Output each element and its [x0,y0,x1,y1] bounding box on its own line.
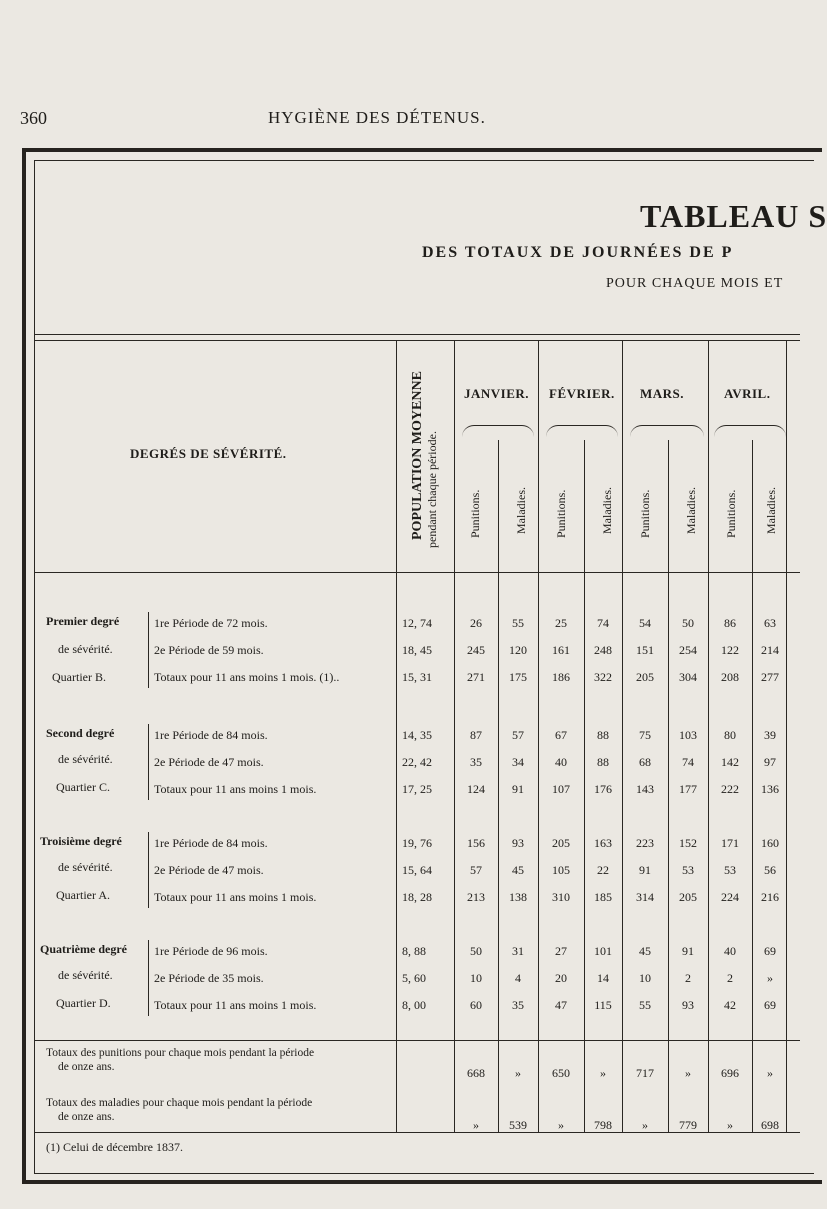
month-april: AVRIL. [724,386,771,401]
table-subtitle: DES TOTAUX DE JOURNÉES DE P [422,244,734,261]
group-label-2: de sévérité. [58,752,113,766]
group-brace-2 [148,724,149,800]
table-cell: 25 [555,616,567,630]
table-cell: 91 [682,944,694,958]
table-cell: 55 [512,616,524,630]
month-february: FÉVRIER. [549,386,615,401]
table-cell: 254 [679,643,697,657]
totals-cell: » [685,1066,691,1080]
table-cell: 171 [721,836,739,850]
table-cell: 74 [682,755,694,769]
group-label-2: de sévérité. [58,642,113,656]
sub-maladies-mar: Maladies. [684,487,698,534]
table-cell: 142 [721,755,739,769]
table-cell: 22 [597,863,609,877]
group-label-2: de sévérité. [58,968,113,982]
population-value: 5, 60 [402,971,426,985]
table-cell: 161 [552,643,570,657]
table-cell: 40 [555,755,567,769]
table-cell: 185 [594,890,612,904]
population-value: 8, 88 [402,944,426,958]
running-title: HYGIÈNE DES DÉTENUS. [268,108,486,127]
population-value: 19, 76 [402,836,432,850]
totals-cell: 698 [761,1118,779,1132]
totals-punitions-label-2: de onze ans. [58,1061,115,1073]
row-description: 2e Période de 47 mois. [154,863,264,877]
table-cell: » [767,971,773,985]
table-cell: 50 [682,616,694,630]
table-cell: 75 [639,728,651,742]
table-cell: 14 [597,971,609,985]
col-rule-pop [396,340,397,1132]
table-cell: 143 [636,782,654,796]
table-cell: 175 [509,670,527,684]
sub-maladies-feb: Maladies. [600,487,614,534]
header-divider [34,572,800,573]
table-cell: 93 [512,836,524,850]
table-subtitle-2: POUR CHAQUE MOIS ET [606,276,784,291]
population-value: 18, 45 [402,643,432,657]
table-inner-border [34,160,814,1174]
table-cell: 88 [597,728,609,742]
sub-punitions-jan: Punitions. [468,489,482,538]
population-header: POPULATION MOYENNE [410,371,425,540]
table-cell: 4 [515,971,521,985]
table-cell: 69 [764,944,776,958]
title-divider-2 [34,340,800,341]
table-cell: 105 [552,863,570,877]
table-cell: 214 [761,643,779,657]
row-description: 1re Période de 72 mois. [154,616,268,630]
brace-april [714,425,786,438]
table-cell: 67 [555,728,567,742]
sub-punitions-feb: Punitions. [554,489,568,538]
row-description: Totaux pour 11 ans moins 1 mois. [154,890,317,904]
table-cell: 56 [764,863,776,877]
page-number: 360 [20,108,47,128]
table-cell: 223 [636,836,654,850]
totals-cell: » [727,1118,733,1132]
table-cell: 20 [555,971,567,985]
population-value: 18, 28 [402,890,432,904]
table-cell: 35 [470,755,482,769]
table-cell: 93 [682,998,694,1012]
table-cell: 120 [509,643,527,657]
month-january: JANVIER. [464,386,530,401]
table-cell: 47 [555,998,567,1012]
totals-divider [34,1040,800,1041]
table-cell: 213 [467,890,485,904]
brace-january [462,425,534,438]
table-cell: 176 [594,782,612,796]
table-cell: 208 [721,670,739,684]
sub-maladies-apr: Maladies. [764,487,778,534]
row-description: 1re Période de 84 mois. [154,836,268,850]
group-brace-3 [148,832,149,908]
brace-march [630,425,704,438]
table-cell: 55 [639,998,651,1012]
totals-cell: 798 [594,1118,612,1132]
table-cell: 39 [764,728,776,742]
month-march: MARS. [640,386,685,401]
group-label-2: de sévérité. [58,860,113,874]
sub-maladies-jan: Maladies. [514,487,528,534]
table-cell: 103 [679,728,697,742]
table-cell: 45 [639,944,651,958]
table-cell: 2 [727,971,733,985]
table-cell: 27 [555,944,567,958]
table-cell: 88 [597,755,609,769]
table-cell: 222 [721,782,739,796]
table-cell: 322 [594,670,612,684]
table-cell: 304 [679,670,697,684]
totals-cell: » [515,1066,521,1080]
table-cell: 97 [764,755,776,769]
table-cell: 57 [512,728,524,742]
col-rule-jan [454,340,455,1132]
group-label-3: Quartier B. [52,670,106,684]
sub-punitions-mar: Punitions. [638,489,652,538]
title-divider [34,334,800,335]
table-cell: 163 [594,836,612,850]
table-cell: 10 [639,971,651,985]
row-description: 2e Période de 35 mois. [154,971,264,985]
table-cell: 205 [636,670,654,684]
table-cell: 224 [721,890,739,904]
col-rule-apr [708,340,709,1132]
table-cell: 40 [724,944,736,958]
table-cell: 136 [761,782,779,796]
table-cell: 177 [679,782,697,796]
totals-punitions-label-1: Totaux des punitions pour chaque mois pendant la période [46,1047,315,1059]
totals-cell: » [558,1118,564,1132]
table-cell: 57 [470,863,482,877]
table-cell: 205 [552,836,570,850]
table-cell: 151 [636,643,654,657]
table-cell: 314 [636,890,654,904]
table-title: TABLEAU S [640,198,827,234]
totals-cell: 779 [679,1118,697,1132]
row-description: 1re Période de 96 mois. [154,944,268,958]
table-cell: 156 [467,836,485,850]
group-label-3: Quartier C. [56,780,110,794]
table-cell: 248 [594,643,612,657]
table-cell: 74 [597,616,609,630]
degrees-header: DEGRÉS DE SÉVÉRITÉ. [130,446,287,461]
totals-punitions-label [46,1046,314,1074]
group-label-3: Quartier A. [56,888,110,902]
group-label-1: Second degré [46,726,115,740]
group-brace-4 [148,940,149,1016]
table-cell: 34 [512,755,524,769]
table-cell: 42 [724,998,736,1012]
table-cell: 53 [682,863,694,877]
table-cell: 124 [467,782,485,796]
totals-maladies-label-2: de onze ans. [58,1111,115,1123]
totals-cell: » [642,1118,648,1132]
row-description: 2e Période de 47 mois. [154,755,264,769]
totals-cell: 717 [636,1066,654,1080]
totals-cell: 668 [467,1066,485,1080]
table-cell: 31 [512,944,524,958]
row-description: Totaux pour 11 ans moins 1 mois. [154,782,317,796]
table-cell: 45 [512,863,524,877]
totals-cell: » [473,1118,479,1132]
col-rule-mar [622,340,623,1132]
table-cell: 53 [724,863,736,877]
row-description: Totaux pour 11 ans moins 1 mois. (1).. [154,670,340,684]
group-label-1: Troisième degré [40,834,122,848]
table-cell: 138 [509,890,527,904]
table-cell: 69 [764,998,776,1012]
group-label-1: Quatrième degré [40,942,127,956]
footnote: (1) Celui de décembre 1837. [46,1140,183,1154]
table-cell: 2 [685,971,691,985]
table-cell: 310 [552,890,570,904]
totals-maladies-label-1: Totaux des maladies pour chaque mois pendant la période [46,1097,313,1109]
col-rule-feb [538,340,539,1132]
table-cell: 115 [594,998,612,1012]
table-cell: 186 [552,670,570,684]
group-brace-1 [148,612,149,688]
totals-maladies-label [46,1096,312,1124]
population-value: 17, 25 [402,782,432,796]
table-cell: 68 [639,755,651,769]
row-description: 1re Période de 84 mois. [154,728,268,742]
population-value: 15, 64 [402,863,432,877]
table-cell: 91 [639,863,651,877]
row-description: 2e Période de 59 mois. [154,643,264,657]
table-cell: 86 [724,616,736,630]
table-cell: 101 [594,944,612,958]
table-cell: 245 [467,643,485,657]
sub-punitions-apr: Punitions. [724,489,738,538]
table-cell: 160 [761,836,779,850]
row-description: Totaux pour 11 ans moins 1 mois. [154,998,317,1012]
population-value: 8, 00 [402,998,426,1012]
table-cell: 54 [639,616,651,630]
table-cell: 205 [679,890,697,904]
table-cell: 152 [679,836,697,850]
table-cell: 107 [552,782,570,796]
totals-cell: 696 [721,1066,739,1080]
population-value: 12, 74 [402,616,432,630]
table-cell: 60 [470,998,482,1012]
table-cell: 63 [764,616,776,630]
table-cell: 122 [721,643,739,657]
table-cell: 10 [470,971,482,985]
population-value: 15, 31 [402,670,432,684]
brace-february [546,425,618,438]
totals-cell: 650 [552,1066,570,1080]
totals-cell: » [600,1066,606,1080]
group-label-1: Premier degré [46,614,120,628]
totals-cell: 539 [509,1118,527,1132]
table-cell: 50 [470,944,482,958]
population-subheader: pendant chaque période. [425,431,439,548]
table-cell: 87 [470,728,482,742]
table-cell: 277 [761,670,779,684]
population-value: 22, 42 [402,755,432,769]
totals-cell: » [767,1066,773,1080]
population-value: 14, 35 [402,728,432,742]
table-cell: 26 [470,616,482,630]
table-cell: 216 [761,890,779,904]
table-cell: 35 [512,998,524,1012]
table-cell: 91 [512,782,524,796]
group-label-3: Quartier D. [56,996,111,1010]
table-cell: 271 [467,670,485,684]
table-cell: 80 [724,728,736,742]
